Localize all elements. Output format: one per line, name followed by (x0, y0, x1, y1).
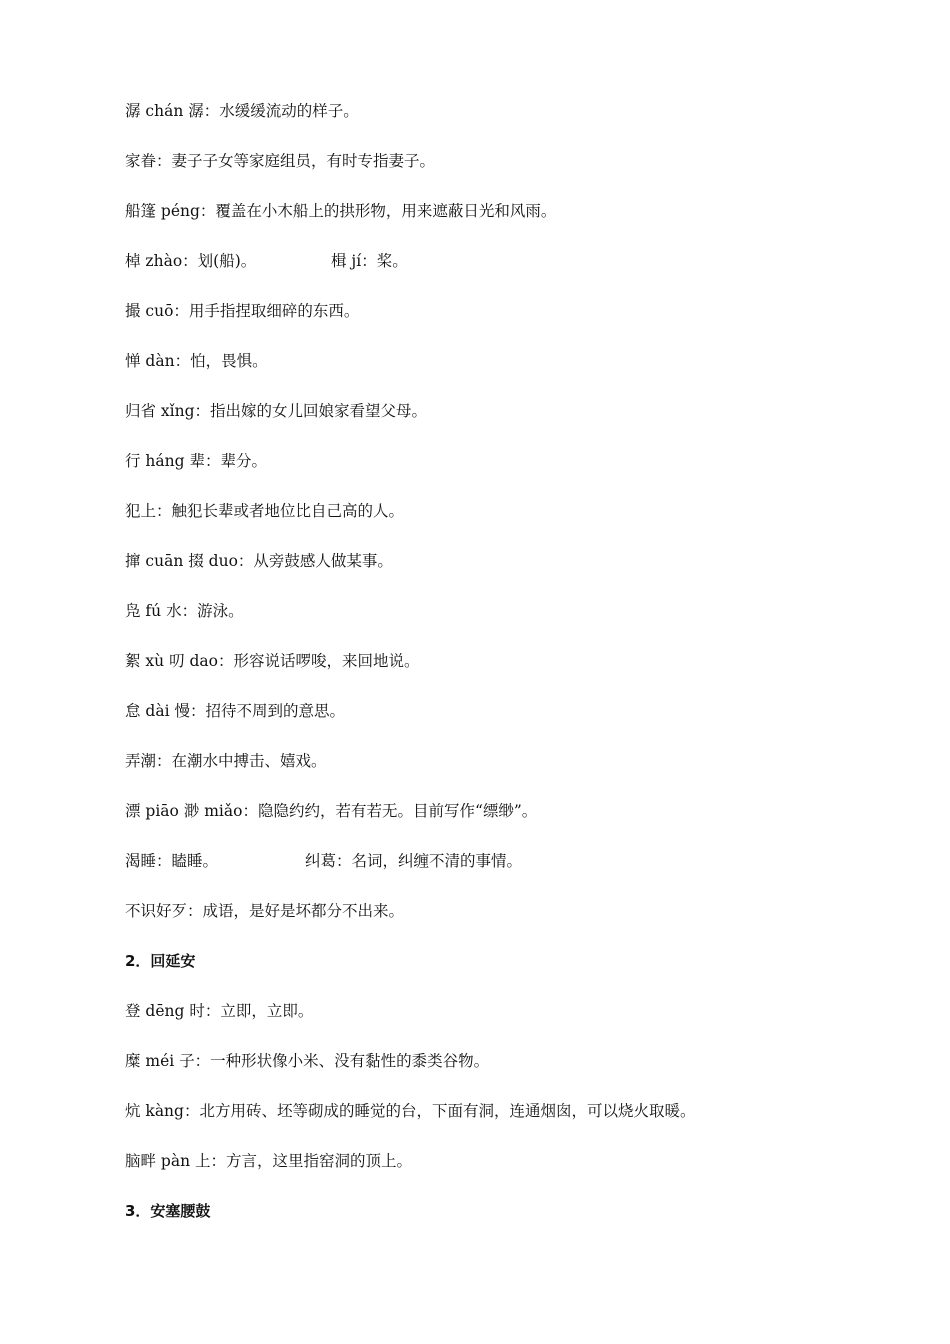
entry-kang: 炕 kàng：北方用砖、坯等砌成的睡觉的台，下面有洞，连通烟囱，可以烧火取暖。 (125, 1102, 696, 1120)
entry-zhao: 棹 zhào：划(船)。 (125, 252, 257, 270)
entry-fanshang: 犯上：触犯长辈或者地位比自己高的人。 (125, 502, 405, 520)
entry-zhao-ji (125, 251, 408, 271)
entry-jiajuan: 家眷：妻子子女等家庭组员，有时专指妻子。 (125, 152, 436, 170)
entry-cuo: 撮 cuō：用手指捏取细碎的东西。 (125, 302, 360, 320)
section-heading-ansaiyaogu: 3．安塞腰鼓 (125, 1202, 211, 1220)
entry-dengshi: 登 dēng 时：立即，立即。 (125, 1002, 314, 1020)
entry-nongchao: 弄潮：在潮水中搏击、嬉戏。 (125, 752, 327, 770)
entry-cuanduo: 撺 cuān 掇 duo：从旁鼓感人做某事。 (125, 552, 393, 570)
entry-chanchan: 潺 chán 潺：水缓缓流动的样子。 (125, 102, 359, 120)
entry-bushihaodai: 不识好歹：成语，是好是坏都分不出来。 (125, 902, 405, 920)
entry-xudao: 絮 xù 叨 dao：形容说话啰唆，来回地说。 (125, 652, 420, 670)
entry-chuanpeng: 船篷 péng：覆盖在小木船上的拱形物，用来遮蔽日光和风雨。 (125, 202, 557, 220)
entry-naopan: 脑畔 pàn 上：方言，这里指窑洞的顶上。 (125, 1152, 413, 1170)
entry-keshui-jiuge (125, 851, 523, 871)
entry-ji: 楫 jí：桨。 (331, 252, 408, 270)
entry-dan: 惮 dàn：怕，畏惧。 (125, 352, 268, 370)
entry-guixing: 归省 xǐng：指出嫁的女儿回娘家看望父母。 (125, 402, 428, 420)
entry-jiuge: 纠葛：名词，纠缠不清的事情。 (305, 852, 523, 870)
entry-meizi: 糜 méi 子：一种形状像小米、没有黏性的黍类谷物。 (125, 1052, 490, 1070)
entry-keshui: 渴睡：瞌睡。 (125, 852, 219, 870)
entry-piaomiao: 漂 piāo 渺 miǎo：隐隐约约，若有若无。目前写作“缥缈”。 (125, 802, 538, 820)
entry-daiman: 怠 dài 慢：招待不周到的意思。 (125, 702, 345, 720)
entry-hangbei: 行 háng 辈：辈分。 (125, 452, 267, 470)
entry-fushui: 凫 fú 水：游泳。 (125, 602, 244, 620)
section-heading-huiyanan: 2．回延安 (125, 952, 196, 970)
